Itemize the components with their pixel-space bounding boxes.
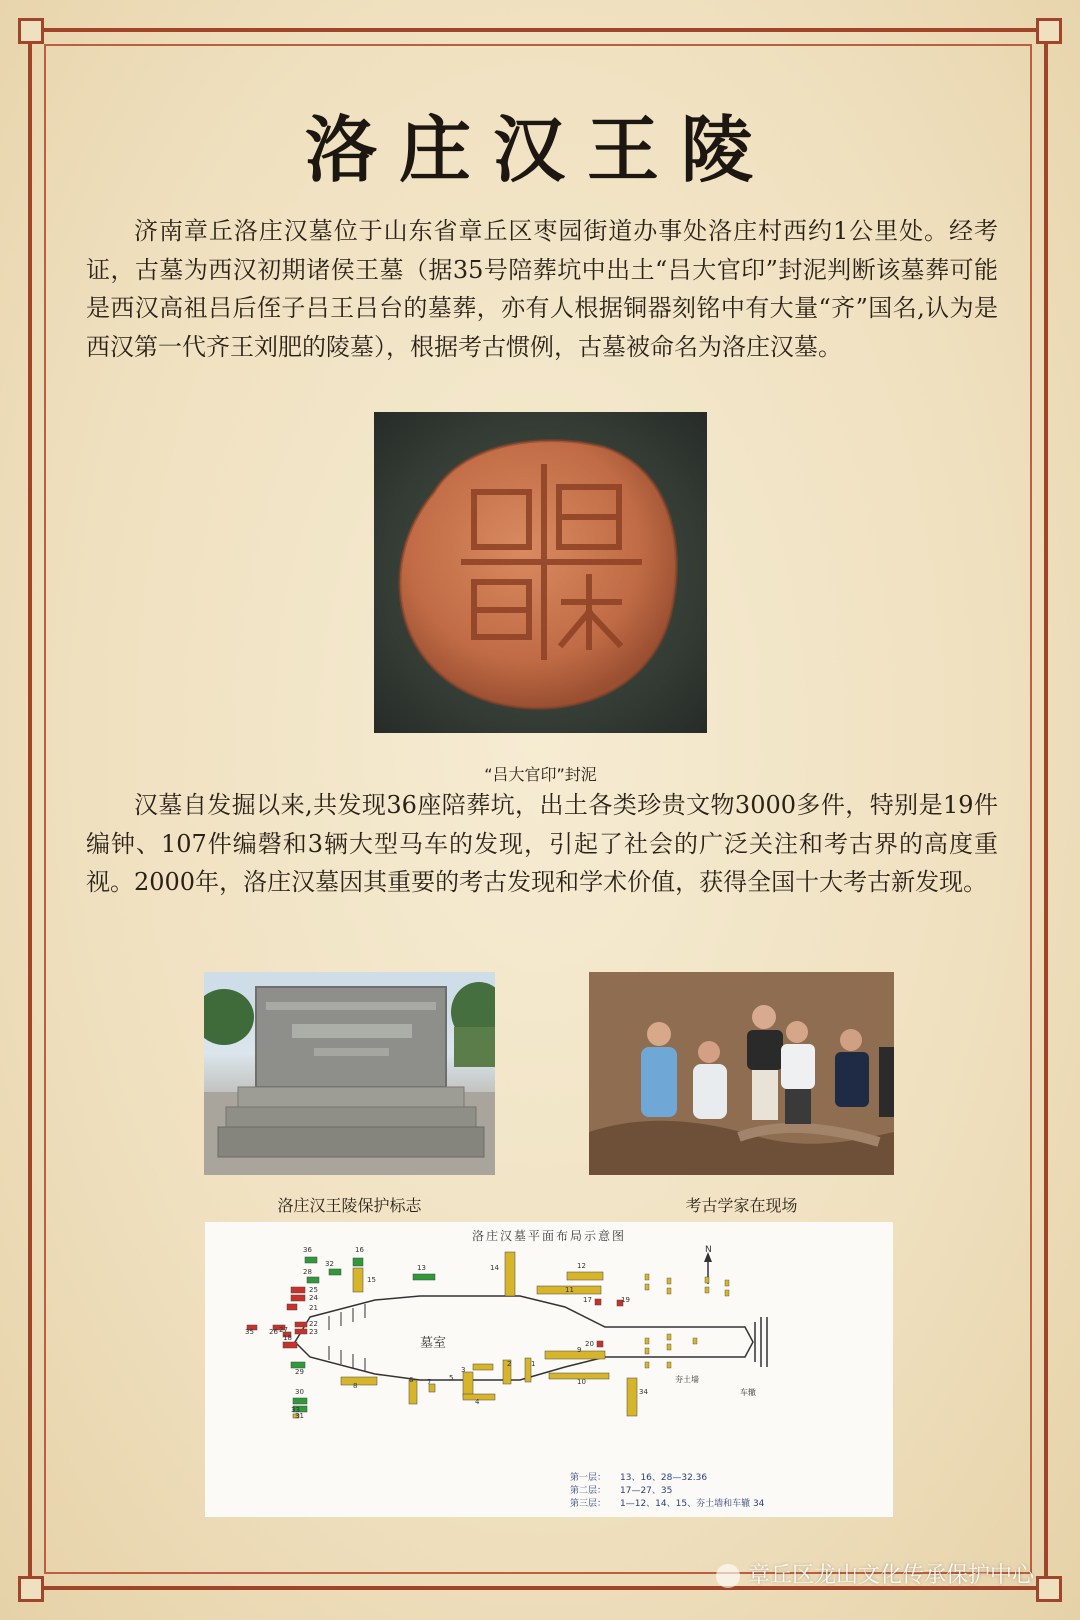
discovery-paragraph: 汉墓自发掘以来,共发现36座陪葬坑，出土各类珍贵文物3000多件，特别是19件编钟、107件编磬和3辆大型马车的发现，引起了社会的广泛关注和考古界的高度重视。2000年，洛庄汉墓因其重要的考古发现和学术价值，获得全国十大考古新发现。 xyxy=(86,791,998,896)
legend-value: 17—27、35 xyxy=(620,1486,673,1496)
pit-label: 22 xyxy=(309,1320,318,1328)
seal-clay-image xyxy=(374,412,707,733)
pit-16 xyxy=(353,1258,363,1266)
tomb-plan xyxy=(205,1222,893,1517)
pit-label: 10 xyxy=(577,1378,586,1386)
pit-label: 23 xyxy=(309,1328,318,1336)
archaeologists-photo xyxy=(589,972,894,1175)
pit-label: 6 xyxy=(409,1376,414,1384)
small-pit-marker xyxy=(667,1334,671,1340)
pit-label: 25 xyxy=(309,1286,318,1294)
pit-32 xyxy=(329,1269,341,1275)
pit-label: 34 xyxy=(639,1388,648,1396)
pit-17 xyxy=(595,1299,601,1305)
pit-label: 15 xyxy=(367,1276,376,1284)
pit-18 xyxy=(283,1342,297,1348)
pit-15 xyxy=(353,1268,363,1292)
tomb-layout-diagram xyxy=(205,1222,893,1517)
pit-label: 16 xyxy=(355,1246,364,1254)
pit-label: 20 xyxy=(585,1340,594,1348)
pit-label: 28 xyxy=(303,1268,312,1276)
pit-label: 1 xyxy=(531,1360,536,1368)
seal-caption: “吕大官印”封泥 xyxy=(484,765,597,784)
pit-label: 19 xyxy=(621,1296,630,1304)
pit-label: 18 xyxy=(283,1334,292,1342)
seal-clay-photo xyxy=(374,412,707,733)
corner-ornament xyxy=(18,1576,44,1602)
pit-label: 5 xyxy=(449,1374,454,1382)
pit-label: 7 xyxy=(427,1378,432,1386)
legend-value: 1—12、14、15、夯土墙和车辙 34 xyxy=(620,1499,765,1509)
pit-markers xyxy=(247,1252,729,1418)
wechat-icon xyxy=(716,1564,740,1588)
small-pit-marker xyxy=(645,1338,649,1344)
pit-24 xyxy=(291,1295,305,1301)
pit-label: 2 xyxy=(507,1360,512,1368)
small-pit-marker xyxy=(667,1362,671,1368)
corner-ornament xyxy=(1036,1576,1062,1602)
intro-paragraph: 济南章丘洛庄汉墓位于山东省章丘区枣园街道办事处洛庄村西约1公里处。经考证，古墓为西汉初期诸侯王墓（据35号陪葬坑中出土“吕大官印”封泥判断该墓葬可能是西汉高祖吕后侄子吕王吕台的墓葬，亦有人根据铜器刻铭中有大量“齐”国名,认为是西汉第一代齐王刘肥的陵墓），根据考古惯例，古墓被命名为洛庄汉墓。 xyxy=(86,217,998,361)
pit-14 xyxy=(505,1252,515,1296)
pit-label: 27 xyxy=(279,1326,288,1334)
pit-label: 26 xyxy=(269,1328,278,1336)
pit-9 xyxy=(545,1351,605,1359)
legend-label: 第三层： xyxy=(570,1499,607,1509)
pit-36 xyxy=(305,1257,317,1263)
pit-23 xyxy=(295,1329,307,1334)
small-pit-marker xyxy=(645,1284,649,1290)
pit-label: 12 xyxy=(577,1262,586,1270)
small-pit-marker xyxy=(667,1288,671,1294)
pit-label: 9 xyxy=(577,1346,582,1354)
pit-5 xyxy=(463,1372,473,1396)
road-label: 夯土墙 xyxy=(675,1375,699,1384)
pit-3 xyxy=(473,1364,493,1370)
pit-label: 14 xyxy=(490,1264,499,1272)
small-pit-marker xyxy=(645,1274,649,1280)
archaeologists-caption: 考古学家在现场 xyxy=(685,1196,798,1215)
pit-label: 36 xyxy=(303,1246,312,1254)
pit-25 xyxy=(291,1287,305,1293)
small-pit-marker xyxy=(705,1287,709,1293)
pit-8 xyxy=(341,1377,377,1385)
small-pit-marker xyxy=(645,1362,649,1368)
stair-steps xyxy=(329,1346,365,1372)
chamber-label: 墓室 xyxy=(420,1336,447,1351)
legend-value: 13、16、28—32.36 xyxy=(620,1473,708,1483)
pit-label: 17 xyxy=(583,1296,592,1304)
pit-label: 24 xyxy=(309,1294,318,1302)
pit-label: 33 xyxy=(291,1406,300,1414)
pit-label: 11 xyxy=(565,1286,574,1294)
cart-tracks xyxy=(755,1317,767,1367)
pit-label: 35 xyxy=(245,1328,254,1336)
small-pit-marker xyxy=(705,1277,709,1283)
stele-caption: 洛庄汉王陵保护标志 xyxy=(277,1196,422,1215)
pit-label: 8 xyxy=(353,1382,358,1390)
poster-title: 洛庄汉王陵 xyxy=(304,107,775,192)
small-pit-marker xyxy=(693,1338,697,1344)
stele-image xyxy=(204,972,495,1175)
pit-label: 21 xyxy=(309,1304,318,1312)
account-watermark xyxy=(716,1558,1034,1589)
tomb-outline xyxy=(295,1296,753,1380)
watermark-text: 章丘区龙山文化传承保护中心 xyxy=(747,1563,1034,1588)
small-pit-marker xyxy=(645,1348,649,1354)
pit-21 xyxy=(287,1304,297,1310)
archaeologists-image xyxy=(589,972,894,1175)
small-pit-marker xyxy=(667,1278,671,1284)
pit-30 xyxy=(293,1398,307,1404)
pit-label: 3 xyxy=(461,1366,466,1374)
pit-label: 4 xyxy=(475,1398,480,1406)
pit-34 xyxy=(627,1378,637,1416)
corner-ornament xyxy=(18,18,44,44)
pit-20 xyxy=(597,1341,603,1347)
diagram-legend xyxy=(570,1471,765,1509)
pit-13 xyxy=(413,1274,435,1280)
pit-label: 29 xyxy=(295,1368,304,1376)
legend-label: 第二层： xyxy=(570,1486,607,1496)
pit-22 xyxy=(295,1322,307,1327)
north-label: N xyxy=(705,1245,712,1255)
diagram-title: 洛庄汉墓平面布局示意图 xyxy=(471,1229,627,1243)
protection-stele-photo xyxy=(204,972,495,1175)
pit-label: 30 xyxy=(295,1388,304,1396)
pit-28 xyxy=(307,1277,319,1283)
pit-12 xyxy=(567,1272,603,1280)
small-pit-marker xyxy=(667,1344,671,1350)
cart-label: 车辙 xyxy=(740,1388,756,1397)
small-pit-marker xyxy=(725,1290,729,1296)
legend-label: 第一层： xyxy=(570,1473,607,1483)
pit-label: 32 xyxy=(325,1260,334,1268)
corner-ornament xyxy=(1036,18,1062,44)
small-pit-marker xyxy=(725,1280,729,1286)
pit-label: 31 xyxy=(295,1412,304,1420)
pit-label: 13 xyxy=(417,1264,426,1272)
